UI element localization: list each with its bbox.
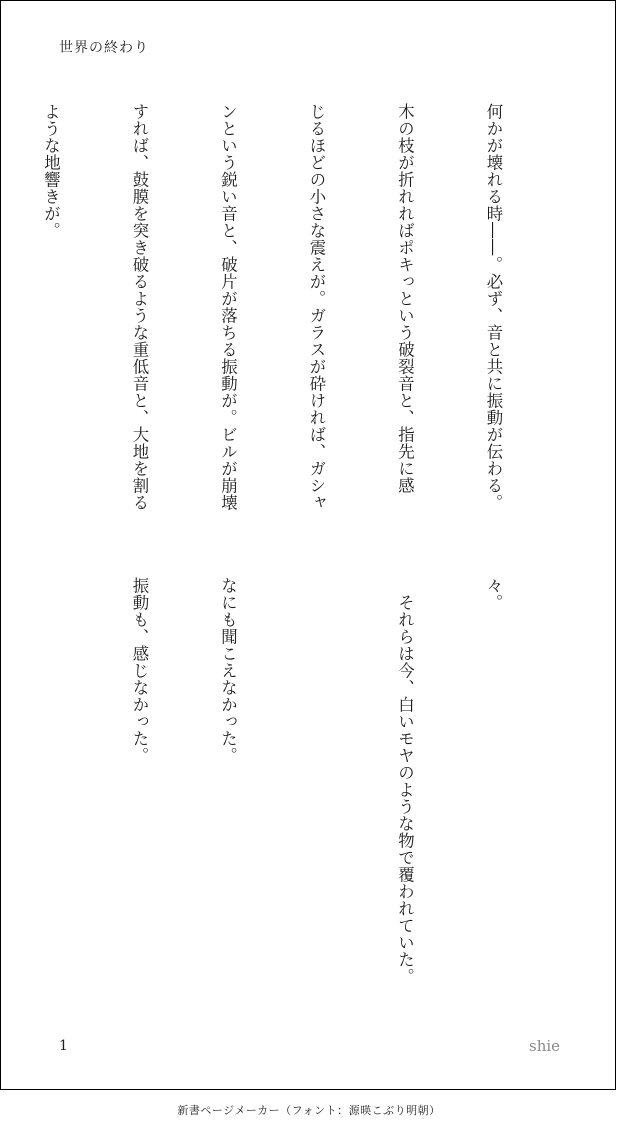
text-line: それらは今、白いモヤのような物で覆われていた。 — [395, 577, 415, 985]
text-line: すれば、鼓膜を突き破るような重低音と、大地を割る — [130, 103, 149, 511]
text-line: 何かが壊れる時――。必ず、音と共に振動が伝わる。 — [484, 103, 503, 511]
text-line: 々。 — [484, 577, 503, 611]
lower-text-block — [47, 577, 567, 1017]
page-title: 世界の終わり — [59, 40, 149, 56]
text-line: じるほどの小さな震えが。ガラスが砕ければ、ガシャ — [307, 103, 326, 511]
generator-note: 新書ページメーカー（フォント：源暎こぶり明朝） — [177, 1104, 441, 1117]
text-line: ンという鋭い音と、破片が落ちる振動が。ビルが崩壊 — [218, 103, 238, 511]
text-line: 木の枝が折れればポキっという破裂音と、指先に感 — [395, 103, 415, 494]
text-line — [36, 577, 66, 1017]
text-line: なにも聞こえなかった。 — [218, 577, 238, 764]
text-line — [302, 577, 332, 1017]
text-line: 振動も、感じなかった。 — [130, 577, 149, 764]
page-number: 1 — [59, 1038, 68, 1054]
upper-text-block — [41, 103, 567, 539]
author-name: shie — [529, 1037, 561, 1055]
text-line: ような地響きが。 — [41, 103, 61, 239]
